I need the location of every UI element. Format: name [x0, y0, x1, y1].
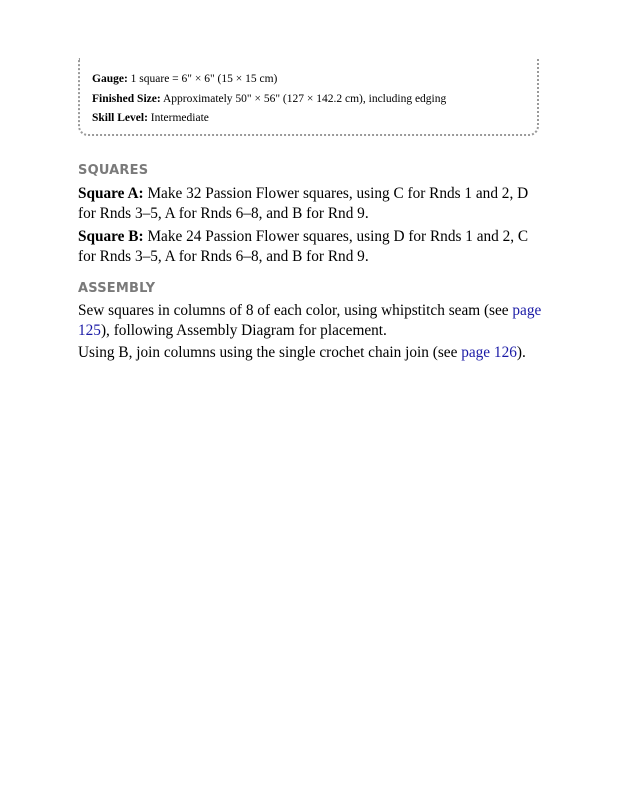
square-b-text: Make 24 Passion Flower squares, using D for Rnds 1 and 2, C for Rnds 3–5, A for Rnds 6–8, and B for Rnd 9. — [78, 228, 529, 265]
square-a-text: Make 32 Passion Flower squares, using C for Rnds 1 and 2, D for Rnds 3–5, A for Rnds 6–8, and B for Rnd 9. — [78, 185, 529, 222]
assembly-p1-text-end: ), following Assembly Diagram for placement. — [100, 322, 387, 339]
skill-level-value: Intermediate — [150, 112, 209, 124]
specs-box — [78, 58, 539, 136]
finished-size-value: Approximately 50" × 56" (127 × 142.2 cm), including edging — [162, 92, 447, 105]
assembly-paragraph-2 — [78, 343, 548, 363]
skill-level-label: Skill Level: — [92, 112, 148, 124]
finished-size-line — [92, 90, 537, 110]
squares-heading: SQUARES — [78, 163, 149, 178]
square-b-label: Square B: — [78, 228, 144, 245]
square-a-label: Square A: — [78, 185, 144, 202]
gauge-value: 1 square = 6" × 6" (15 × 15 cm) — [130, 73, 278, 85]
finished-size-label: Finished Size: — [92, 92, 161, 105]
assembly-p2-text-end: ). — [516, 344, 526, 361]
page-126-link[interactable]: page 126 — [461, 344, 517, 361]
assembly-p2-text-start: Using B, join columns using the single crochet chain join (see — [78, 344, 462, 361]
square-b-paragraph — [78, 227, 548, 267]
page-125-link[interactable]: page 125 — [78, 302, 542, 339]
gauge-label: Gauge: — [92, 73, 128, 85]
square-a-paragraph — [78, 184, 548, 224]
gauge-line — [92, 70, 537, 90]
skill-level-line — [92, 109, 537, 129]
assembly-p1-text-start: Sew squares in columns of 8 of each color, using whipstitch seam (see — [78, 302, 513, 319]
assembly-paragraph-1 — [78, 301, 548, 341]
assembly-heading: ASSEMBLY — [78, 281, 156, 296]
